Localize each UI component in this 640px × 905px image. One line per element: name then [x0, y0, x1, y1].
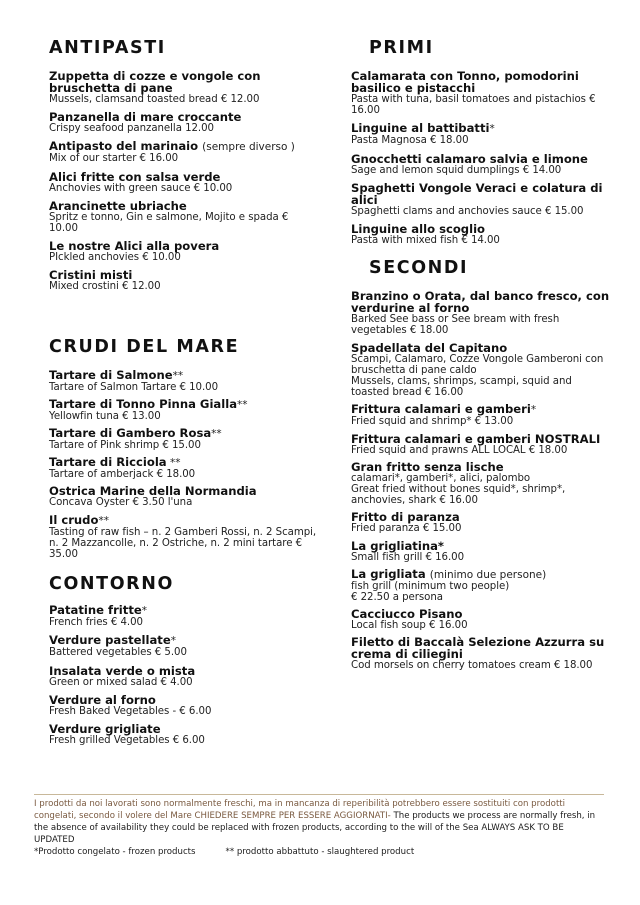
- item-note: **: [172, 369, 184, 382]
- antipasti-list: [49, 70, 319, 293]
- right-column: [351, 38, 613, 672]
- item-name: Tartare di Tonno Pinna Gialla: [49, 396, 238, 411]
- item-desc: Spritz e tonno, Gin e salmone, Mojito e spada € 10.00: [49, 211, 289, 235]
- menu-item: [49, 70, 319, 105]
- item-name: Branzino o Orata, dal banco fresco, con verdurine al forno: [351, 289, 610, 316]
- item-name: Tartare di Salmone: [49, 367, 173, 382]
- menu-item: [351, 223, 613, 246]
- item-name: Alici fritte con salsa verde: [49, 169, 221, 184]
- section-title-secondi: SECONDI: [369, 258, 469, 279]
- item-desc: Concava Oyster € 3.50 l'una: [49, 497, 193, 509]
- item-note: *: [170, 635, 176, 648]
- menu-item: [49, 723, 319, 746]
- item-desc: Mussels, clamsand toasted bread € 12.00: [49, 94, 260, 105]
- item-name: Spadellata del Capitano: [351, 340, 508, 355]
- item-desc: Scampi, Calamaro, Cozze Vongole Gamberoni con bruschetta di pane caldo Mussels, clams, shrimps, scampi, squid and toasted bread € 16.00: [351, 353, 604, 399]
- item-desc: Sage and lemon squid dumplings € 14.00: [351, 164, 562, 176]
- left-column: [49, 38, 319, 746]
- item-desc: Fried squid and prawns ALL LOCAL € 18.00: [351, 444, 568, 456]
- menu-item: [49, 634, 319, 658]
- item-desc: Barked See bass or See bream with fresh vegetables € 18.00: [351, 314, 560, 337]
- menu-item: [351, 182, 613, 217]
- item-name: Verdure pastellate: [49, 633, 171, 648]
- item-desc: Fried squid and shrimp* € 13.00: [351, 416, 514, 428]
- item-name: La grigliatina*: [351, 538, 444, 553]
- menu-item: [49, 111, 319, 134]
- item-desc: Battered vegetables € 5.00: [49, 647, 187, 659]
- item-name: Verdure grigliate: [49, 722, 161, 737]
- menu-item: [351, 461, 613, 507]
- item-name: Le nostre Alici alla povera: [49, 239, 220, 254]
- menu-item: [351, 608, 613, 631]
- menu-item: [49, 514, 319, 561]
- item-name: Tartare di Ricciola: [49, 455, 167, 470]
- item-desc: Green or mixed salad € 4.00: [49, 676, 193, 688]
- item-name-row: [351, 403, 613, 416]
- disclaimer-text: [34, 798, 604, 846]
- item-desc: Tartare of amberjack € 18.00: [49, 469, 196, 481]
- crudi-list: [49, 369, 319, 561]
- item-name: Insalata verde o mista: [49, 663, 196, 678]
- item-name: Tartare di Gambero Rosa: [49, 426, 212, 441]
- contorno-list: [49, 604, 319, 746]
- item-note: (minimo due persone): [429, 568, 547, 581]
- section-title-contorno: CONTORNO: [49, 574, 174, 595]
- menu-item: [351, 403, 613, 427]
- item-desc: Yellowfin tuna € 13.00: [49, 410, 161, 422]
- item-note: **: [211, 428, 222, 441]
- item-desc: Crispy seafood panzanella 12.00: [49, 123, 214, 135]
- item-name: La grigliata: [351, 566, 426, 581]
- disclaimer-english: The products we process are normally fresh, in the absence of availability they could be replaced with frozen products, according to the will of the Sea ALWAYS ASK TO BE UPDATED: [34, 811, 596, 845]
- item-name: Verdure al forno: [49, 692, 156, 707]
- section-title-primi: PRIMI: [369, 38, 434, 58]
- item-name: Gran fritto senza lische: [351, 459, 504, 474]
- item-desc: PIckled anchovies € 10.00: [49, 252, 181, 264]
- menu-item: [351, 540, 613, 563]
- item-desc: Anchovies with green sauce € 10.00: [49, 182, 233, 194]
- item-name-row: [351, 568, 613, 581]
- item-name: Cristini misti: [49, 268, 133, 283]
- item-name-row: [49, 398, 319, 411]
- menu-item: [49, 398, 319, 422]
- item-desc: Tartare of Salmon Tartare € 10.00: [49, 381, 219, 393]
- footnotes: [34, 846, 604, 858]
- item-desc: Small fish grill € 16.00: [351, 551, 465, 563]
- item-name: Gnocchetti calamaro salvia e limone: [351, 151, 588, 166]
- item-desc: Tartare of Pink shrimp € 15.00: [49, 440, 201, 452]
- menu-item: [351, 153, 613, 176]
- note-frozen: *Prodotto congelato - frozen products: [34, 847, 196, 857]
- item-name: Linguine allo scoglio: [351, 222, 486, 237]
- item-note: **: [98, 514, 109, 527]
- item-desc: calamari*, gamberi*, alici, palombo Great fried without bones squid*, shrimp*, anchovies, shark € 16.00: [351, 472, 566, 507]
- item-desc: Mix of our starter € 16.00: [49, 153, 179, 165]
- menu-item: [49, 456, 319, 480]
- menu-item: [351, 433, 613, 456]
- menu-item: [351, 70, 613, 116]
- menu-item: [351, 342, 613, 399]
- menu-item: [49, 427, 319, 451]
- item-desc: French fries € 4.00: [49, 617, 143, 629]
- item-note: *: [530, 404, 537, 417]
- item-name: Calamarata con Tonno, pomodorini basilico e pistacchi: [351, 69, 579, 95]
- item-name: Panzanella di mare croccante: [49, 110, 242, 125]
- item-note: **: [237, 398, 248, 411]
- item-name-row: [49, 456, 319, 469]
- item-name-row: [351, 122, 613, 135]
- item-name: Ostrica Marine della Normandia: [49, 484, 257, 499]
- menu-item: [351, 122, 613, 146]
- item-name-row: [49, 604, 319, 617]
- item-name: Frittura calamari e gamberi NOSTRALI: [351, 431, 601, 446]
- note-slaughtered: ** prodotto abbattuto - slaughtered product: [225, 847, 415, 857]
- item-name-row: [49, 427, 319, 440]
- item-desc: Pasta with mixed fish € 14.00: [351, 235, 500, 247]
- item-desc: Fresh Baked Vegetables - € 6.00: [49, 705, 212, 717]
- menu-item: [49, 485, 319, 508]
- item-desc: Pasta with tuna, basil tomatoes and pistachios € 16.00: [351, 94, 596, 117]
- item-note: **: [166, 457, 181, 470]
- item-desc: Spaghetti clams and anchovies sauce € 15.00: [351, 205, 584, 217]
- item-name: Filetto di Baccalà Selezione Azzurra su crema di ciliegini: [351, 635, 605, 662]
- item-desc: Mixed crostini € 12.00: [49, 281, 161, 293]
- item-name: Frittura calamari e gamberi: [351, 402, 531, 417]
- menu-item: [49, 269, 319, 292]
- menu-item: [351, 511, 613, 534]
- item-desc: Tasting of raw fish – n. 2 Gamberi Rossi, n. 2 Scampi, n. 2 Mazzancolle, n. 2 Ostriche, n. 2 mini tartare € 35.00: [49, 526, 317, 561]
- menu-item: [49, 240, 319, 263]
- menu-item: [49, 369, 319, 393]
- item-name: Il crudo: [49, 512, 99, 527]
- item-name: Cacciucco Pisano: [351, 607, 463, 622]
- item-name-row: [49, 514, 319, 527]
- item-name-row: [49, 634, 319, 647]
- item-desc: Fresh grilled Vegetables € 6.00: [49, 735, 205, 747]
- menu-item: [351, 568, 613, 603]
- item-name: Fritto di paranza: [351, 510, 460, 525]
- menu-item: [49, 665, 319, 688]
- item-note: *: [141, 605, 147, 618]
- item-name: Antipasto del marinaio: [49, 139, 199, 154]
- item-name-row: [49, 140, 319, 153]
- item-desc: fish grill (minimum two people) € 22.50 a persona: [351, 580, 510, 604]
- menu-item: [49, 200, 319, 234]
- menu-item: [351, 290, 613, 336]
- item-name: Zuppetta di cozze e vongole con bruschetta di pane: [49, 69, 261, 95]
- primi-list: [351, 70, 613, 246]
- section-title-crudi: CRUDI DEL MARE: [49, 336, 240, 357]
- section-title-antipasti: ANTIPASTI: [49, 38, 166, 58]
- menu-item: [49, 140, 319, 164]
- item-name: Patatine fritte: [49, 603, 142, 618]
- item-name: Spaghetti Vongole Veraci e colatura di alici: [351, 180, 603, 207]
- secondi-list: [351, 290, 613, 671]
- item-name-row: [49, 369, 319, 382]
- menu-item: [49, 694, 319, 717]
- item-note: *: [489, 123, 495, 136]
- item-name: Arancinette ubriache: [49, 198, 187, 213]
- item-name: Linguine al battibatti: [351, 121, 490, 136]
- item-desc: Fried paranza € 15.00: [351, 523, 462, 535]
- item-note: (sempre diverso ): [202, 141, 295, 154]
- menu-item: [49, 171, 319, 194]
- item-desc: Pasta Magnosa € 18.00: [351, 135, 469, 147]
- item-desc: Cod morsels on cherry tomatoes cream € 18.00: [351, 660, 593, 672]
- item-desc: Local fish soup € 16.00: [351, 620, 468, 632]
- menu-item: [351, 636, 613, 671]
- allergen-disclaimer: [34, 794, 604, 858]
- disclaimer-italian: I prodotti da noi lavorati sono normalmente freschi, ma in mancanza di reperibilità potrebbero essere sostituiti con prodotti congelati, secondo il volere del Mare CHIEDERE SEMPRE PER ESSERE AGGIORNATI-: [34, 799, 566, 821]
- menu-item: [49, 604, 319, 628]
